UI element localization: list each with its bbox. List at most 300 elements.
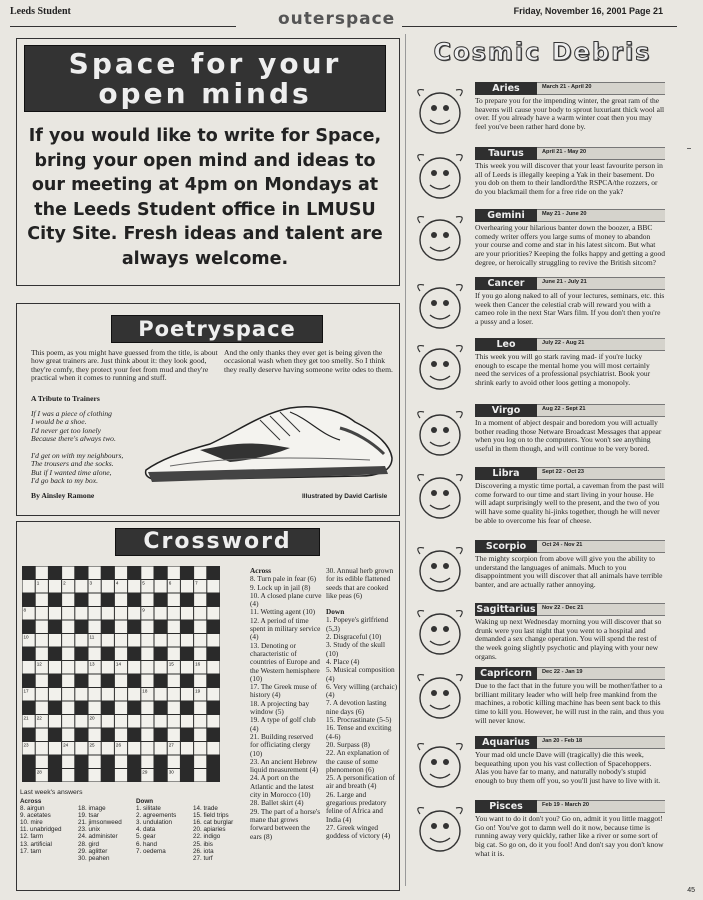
grid-cell[interactable] <box>49 715 61 728</box>
answer-item: 7. oedema <box>136 847 166 855</box>
grid-number: 25 <box>89 742 95 748</box>
poem-title: A Tribute to Trainers <box>31 394 100 403</box>
sign-name: Taurus <box>475 147 537 160</box>
grid-cell[interactable] <box>36 594 48 607</box>
grid-number: 21 <box>23 715 29 721</box>
grid-cell[interactable] <box>89 607 101 620</box>
grid-cell[interactable] <box>128 607 140 620</box>
grid-cell[interactable] <box>62 594 74 607</box>
sign-dates: Oct 24 - Nov 21 <box>542 542 583 548</box>
grid-cell[interactable] <box>168 688 180 701</box>
sign-dates: Nov 22 - Dec 21 <box>542 605 584 611</box>
down-clue: 26. Large and gregarious predatory feline of Africa and India (4) <box>326 789 387 824</box>
poetry-banner: Poetryspace <box>111 315 323 343</box>
answers-title: Last week's answers <box>20 789 83 796</box>
grid-cell[interactable] <box>194 621 206 634</box>
grid-cell[interactable] <box>49 607 61 620</box>
grid-cell[interactable] <box>36 648 48 661</box>
grid-cell[interactable] <box>181 661 193 674</box>
grid-cell[interactable] <box>62 661 74 674</box>
crossword-grid <box>22 566 220 782</box>
grid-cell[interactable] <box>115 688 127 701</box>
answer-item: 20. apiaries <box>193 826 226 834</box>
grid-number: 2 <box>63 580 66 586</box>
grid-cell[interactable] <box>155 715 167 728</box>
grid-number: 16 <box>195 661 201 667</box>
answer-item: 25. ibis <box>193 840 213 848</box>
grid-cell[interactable] <box>155 661 167 674</box>
grid-cell[interactable] <box>36 742 48 755</box>
grid-cell[interactable] <box>194 715 206 728</box>
margin-mark <box>687 148 691 152</box>
sign-text: Waking up next Wednesday morning you will discover that so drunk were you last night that you went to a hospital and demanded a sex change operation. You will spend the rest of the week going slightly psychotic and playing with your new organs. <box>475 617 662 661</box>
down-clue: 22. An explanation of the cause of some phenomenon (6) <box>326 748 390 774</box>
grid-number: 30 <box>168 769 174 775</box>
sign-text: If you go along naked to all of your lectures, seminars, etc. this week then Cancer the celestial crab will reward you with a cameo role in the next Star Wars film. If you don't then you're a pussy and a loser. <box>475 291 665 327</box>
down-clue: 16. Tense and exciting (4-6) <box>326 723 392 741</box>
answers-col-2 <box>78 798 122 862</box>
grid-cell[interactable] <box>155 580 167 593</box>
poetry-intro-2: And the only thanks they ever get is being given the occasional wash when they get too smelly. So I think they really deserve having someone write odes to them. <box>224 348 393 374</box>
grid-cell[interactable] <box>62 648 74 661</box>
grid-cell[interactable] <box>128 661 140 674</box>
grid-cell[interactable] <box>36 729 48 742</box>
grid-cell[interactable] <box>115 729 127 742</box>
header-rule-right <box>402 26 677 27</box>
grid-cell[interactable] <box>62 675 74 688</box>
grid-cell[interactable] <box>128 715 140 728</box>
down-clue: 25. A personification of air and breath (4) <box>326 773 395 791</box>
down-clue: 1. Popeye's girlfriend (5,3) <box>326 615 389 633</box>
answer-item: 21. jimsonweed <box>78 819 122 827</box>
grid-cell[interactable] <box>115 675 127 688</box>
grid-cell[interactable] <box>62 634 74 647</box>
grid-number: 29 <box>142 769 148 775</box>
sign-text: This week you will discover that your least favourite person in all of Leeds is illegally keeping a Yak in their basement. Do you dob on them to their landlord/the RSPCA/the rozzers, or do you blackmail them for a free ride on the yak? <box>475 161 663 197</box>
grid-number: 17 <box>23 688 29 694</box>
grid-cell[interactable] <box>168 634 180 647</box>
answer-item: 15. field trips <box>193 812 229 820</box>
sign-name: Aquarius <box>475 736 537 749</box>
header-rule-left <box>10 26 236 27</box>
sign-text: Discovering a mystic time portal, a caveman from the past will come forward to our time and start living in your house. He will adapt surprisingly well to the present, and the two of you will have some quality hi-jinks together, though he will never be able to overcome his fear of cheese. <box>475 481 664 525</box>
grid-cell[interactable] <box>89 688 101 701</box>
grid-cell[interactable] <box>141 675 153 688</box>
space-body: If you would like to write for Space, bring your open mind and ideas to our meeting at 4pm on Mondays at the Leeds Student office in LMUSU City Site. Fresh ideas and talent are always welcome. <box>27 126 383 269</box>
last-week-answers <box>20 789 240 862</box>
grid-cell[interactable] <box>23 580 35 593</box>
grid-cell[interactable] <box>128 688 140 701</box>
grid-number: 7 <box>195 580 198 586</box>
grid-cell[interactable] <box>102 742 114 755</box>
grid-cell[interactable] <box>207 607 219 620</box>
grid-cell[interactable] <box>89 675 101 688</box>
crossword-banner: Crossword <box>115 528 320 556</box>
answers-down-a <box>136 805 176 855</box>
grid-cell[interactable] <box>36 634 48 647</box>
poem-illustrator: Illustrated by David Carlisle <box>302 493 388 500</box>
grid-cell[interactable] <box>115 567 127 580</box>
poetry-intro: This poem, as you might have guessed from the title, is about how great trainers are. Just think about it: they look good, they're comfy, they protect your feet from mud and they're practical when it comes to running and stuff. <box>31 348 218 383</box>
grid-cell[interactable] <box>115 621 127 634</box>
answer-item: 27. turf <box>193 854 213 862</box>
sign-dates: March 21 - April 20 <box>542 84 592 90</box>
grid-cell[interactable] <box>168 729 180 742</box>
zodiac-cancer-icon <box>410 279 470 337</box>
grid-cell[interactable] <box>62 607 74 620</box>
date-page: Friday, November 16, 2001 Page 21 <box>513 6 663 16</box>
answer-item: 1. silitate <box>136 805 161 813</box>
poem-line: I would be a shoe. <box>31 417 87 427</box>
answer-item: 22. indigo <box>193 833 221 841</box>
poem-line: But if I wanted time alone, <box>31 467 112 477</box>
sign-name: Aries <box>475 82 537 95</box>
answer-item: 23. unix <box>78 826 101 834</box>
grid-cell[interactable] <box>102 715 114 728</box>
grid-cell[interactable] <box>102 661 114 674</box>
answer-item: 9. acetates <box>20 812 51 820</box>
grid-cell[interactable] <box>194 634 206 647</box>
sign-name: Gemini <box>475 209 537 222</box>
grid-cell[interactable] <box>75 634 87 647</box>
grid-cell[interactable] <box>181 580 193 593</box>
grid-cell[interactable] <box>181 607 193 620</box>
grid-cell[interactable] <box>36 756 48 769</box>
grid-cell[interactable] <box>62 688 74 701</box>
answer-item: 4. data <box>136 826 156 834</box>
grid-number: 5 <box>142 580 145 586</box>
grid-cell[interactable] <box>141 648 153 661</box>
grid-cell[interactable] <box>49 688 61 701</box>
column-divider <box>405 34 406 886</box>
grid-number: 19 <box>195 688 201 694</box>
grid-cell[interactable] <box>207 661 219 674</box>
grid-cell[interactable] <box>207 688 219 701</box>
grid-cell[interactable] <box>207 580 219 593</box>
grid-cell[interactable] <box>181 715 193 728</box>
grid-cell[interactable] <box>115 634 127 647</box>
down-clue: 5. Musical composition (4) <box>326 665 395 683</box>
answer-item: 14. trade <box>193 805 218 813</box>
sign-dates: July 22 - Aug 21 <box>542 340 585 346</box>
grid-cell[interactable] <box>155 742 167 755</box>
grid-number: 1 <box>36 580 40 586</box>
answer-item: 24. administer <box>78 833 118 841</box>
grid-cell[interactable] <box>102 688 114 701</box>
grid-cell[interactable] <box>89 567 101 580</box>
clues-column-2 <box>326 567 398 841</box>
grid-cell[interactable] <box>207 742 219 755</box>
grid-number: 24 <box>63 742 69 748</box>
grid-cell[interactable] <box>23 661 35 674</box>
sign-name: Sagittarius <box>476 604 536 615</box>
grid-number: 23 <box>23 742 29 748</box>
answer-item: 2. agreements <box>136 812 177 820</box>
answer-item: 10. mire <box>20 819 43 827</box>
grid-cell[interactable] <box>75 607 87 620</box>
grid-number: 13 <box>89 661 95 667</box>
poem-line: I'd get on with my neighbours, <box>31 451 124 461</box>
grid-cell[interactable] <box>115 715 127 728</box>
grid-number: 10 <box>23 634 29 640</box>
answer-item: 8. airgun <box>20 805 45 813</box>
across-clue: 30. Annual herb grown for its edible flattened seeds that are cooked like peas (6) <box>326 566 394 600</box>
grid-cell[interactable] <box>141 634 153 647</box>
grid-cell[interactable] <box>89 648 101 661</box>
space-title-line2: open minds <box>98 77 312 110</box>
sign-text: This week you will go stark raving mad- if you're lucky enough to escape the mental home you will most certainly need the services of a professional psychiatrist. Book your shrink early to avoid other loos getting a monopoly. <box>475 352 651 388</box>
grid-cell[interactable] <box>36 688 48 701</box>
down-clue: 4. Place (4) <box>326 656 360 666</box>
grid-cell[interactable] <box>115 702 127 715</box>
across-clues <box>250 575 322 841</box>
grid-cell[interactable] <box>194 607 206 620</box>
answer-item: 13. artificial <box>20 840 52 848</box>
across-clue: 19. A type of golf club (4) <box>250 715 316 733</box>
sign-name: Capricorn <box>475 667 537 680</box>
grid-number: 11 <box>89 634 95 640</box>
grid-cell[interactable] <box>168 621 180 634</box>
answers-col-4 <box>193 798 233 862</box>
grid-cell[interactable] <box>141 742 153 755</box>
across-clue: 10. A closed plane curve (4) <box>250 590 322 609</box>
grid-cell[interactable] <box>115 594 127 607</box>
answers-col-1 <box>20 798 62 855</box>
grid-cell[interactable] <box>128 580 140 593</box>
grid-cell[interactable] <box>141 756 153 769</box>
answer-item: 19. tsar <box>78 812 99 820</box>
grid-cell[interactable] <box>89 729 101 742</box>
space-title-line1: Space for your <box>68 47 342 80</box>
grid-cell[interactable] <box>62 769 74 782</box>
sign-name: Virgo <box>475 404 537 417</box>
grid-cell[interactable] <box>168 675 180 688</box>
sign-name: Leo <box>475 338 537 351</box>
grid-number: 15 <box>168 661 174 667</box>
grid-cell[interactable] <box>194 742 206 755</box>
grid-cell[interactable] <box>155 688 167 701</box>
sign-name: Pisces <box>475 800 537 813</box>
zodiac-capricorn-icon <box>410 669 470 727</box>
grid-cell[interactable] <box>75 742 87 755</box>
grid-cell[interactable] <box>115 648 127 661</box>
grid-number: 9 <box>142 607 145 613</box>
grid-cell[interactable] <box>141 661 153 674</box>
sign-dates: Aug 22 - Sept 21 <box>542 406 586 412</box>
grid-cell[interactable] <box>49 580 61 593</box>
grid-number: 6 <box>168 580 172 586</box>
grid-cell[interactable] <box>168 594 180 607</box>
grid-cell[interactable] <box>75 580 87 593</box>
grid-number: 28 <box>36 769 42 775</box>
grid-number: 14 <box>115 661 122 667</box>
zodiac-taurus-icon <box>410 149 470 207</box>
grid-cell[interactable] <box>62 567 74 580</box>
answers-down-heading: Down <box>136 798 154 805</box>
grid-cell[interactable] <box>62 702 74 715</box>
grid-cell[interactable] <box>36 567 48 580</box>
poem-line: If I was a piece of clothing <box>31 409 112 418</box>
grid-cell[interactable] <box>194 729 206 742</box>
grid-cell[interactable] <box>62 715 74 728</box>
grid-cell[interactable] <box>207 634 219 647</box>
across-clue: 17. The Greek muse of history (4) <box>250 682 317 700</box>
answer-item: 6. hand <box>136 840 158 848</box>
grid-cell[interactable] <box>62 729 74 742</box>
paper-name: Leeds Student <box>10 6 71 17</box>
zodiac-virgo-icon <box>410 406 470 464</box>
answers-col-3 <box>136 798 176 855</box>
zodiac-scorpio-icon <box>410 542 470 600</box>
sign-dates: June 21 - July 21 <box>542 279 587 285</box>
down-clues <box>326 616 398 840</box>
poem-line: Because there's always two. <box>31 434 116 444</box>
grid-cell[interactable] <box>128 742 140 755</box>
grid-cell[interactable] <box>194 675 206 688</box>
poem-byline: By Ainsley Ramone <box>31 491 95 500</box>
grid-number: 4 <box>115 580 119 586</box>
poem-line: I'd go back to my box. <box>31 476 98 486</box>
grid-cell[interactable] <box>141 702 153 715</box>
down-clue: 2. Disgraceful (10) <box>326 632 382 642</box>
sign-dates: Feb 19 - March 20 <box>542 802 589 808</box>
grid-cell[interactable] <box>102 580 114 593</box>
grid-cell[interactable] <box>141 715 153 728</box>
grid-cell[interactable] <box>36 621 48 634</box>
grid-cell[interactable] <box>75 661 87 674</box>
answer-item: 28. gird <box>78 840 100 848</box>
sign-text: You want to do it don't you? Go on, admit it you little maggot! Go on! You've got to damn well do it now, because time is running away very quickly, rather like a river or some sort of big cat. So go on, do it you fool! And don't say you don't know what it is. <box>475 814 664 858</box>
grid-cell[interactable] <box>62 621 74 634</box>
grid-cell[interactable] <box>49 742 61 755</box>
grid-cell[interactable] <box>194 567 206 580</box>
grid-cell[interactable] <box>89 621 101 634</box>
answer-item: 18. image <box>78 805 106 813</box>
grid-number: 22 <box>36 715 42 721</box>
grid-number: 26 <box>115 742 122 748</box>
grid-cell[interactable] <box>49 634 61 647</box>
grid-cell[interactable] <box>75 715 87 728</box>
grid-cell[interactable] <box>36 702 48 715</box>
across-clues-continued <box>326 567 398 600</box>
grid-cell[interactable] <box>102 607 114 620</box>
zodiac-pisces-icon <box>410 802 470 860</box>
space-banner <box>24 45 386 112</box>
grid-cell[interactable] <box>89 702 101 715</box>
grid-cell[interactable] <box>194 594 206 607</box>
grid-cell[interactable] <box>115 607 127 620</box>
answer-item: 5. gear <box>136 833 156 841</box>
sign-text: Due to the fact that in the future you will be mother/father to a brilliant military leader who will help free mankind from the machines, a robotic killing machine has been sent back to this time to kill you. However, he will rust in the rain, and thus you will never know. <box>475 681 664 725</box>
sign-name: Scorpio <box>475 540 537 553</box>
across-clue: 28. Ballet skirt (4) <box>250 798 304 808</box>
across-clue: 8. Turn pale in fear (6) <box>250 574 317 584</box>
cosmic-debris-title: Cosmic Debris <box>433 38 652 66</box>
zodiac-leo-icon <box>410 340 470 398</box>
poem-lines <box>31 410 141 486</box>
grid-cell[interactable] <box>168 756 180 769</box>
across-heading: Across <box>250 566 271 575</box>
grid-cell[interactable] <box>168 715 180 728</box>
answer-item: 12. farm <box>20 833 44 841</box>
grid-cell[interactable] <box>155 607 167 620</box>
section-name: outerspace <box>278 9 396 29</box>
down-heading: Down <box>326 607 345 617</box>
answer-item: 3. undulation <box>136 819 173 827</box>
across-clue: 18. A projecting bay window (5) <box>250 698 310 717</box>
grid-cell[interactable] <box>155 634 167 647</box>
answers-across-heading: Across <box>20 798 42 805</box>
grid-cell[interactable] <box>62 756 74 769</box>
grid-cell[interactable] <box>168 648 180 661</box>
grid-cell[interactable] <box>115 769 127 782</box>
grid-cell[interactable] <box>181 634 193 647</box>
grid-cell[interactable] <box>194 769 206 782</box>
grid-cell[interactable] <box>89 769 101 782</box>
poem-line: I'd never get too lonely <box>31 425 101 435</box>
grid-cell[interactable] <box>194 702 206 715</box>
grid-cell[interactable] <box>36 607 48 620</box>
grid-cell[interactable] <box>141 567 153 580</box>
grid-cell[interactable] <box>141 621 153 634</box>
page-number: 45 <box>687 887 695 894</box>
grid-cell[interactable] <box>89 594 101 607</box>
grid-cell[interactable] <box>128 634 140 647</box>
page-header <box>0 0 703 32</box>
answer-item: 29. aglitter <box>78 847 108 855</box>
sign-dates: April 21 - May 20 <box>542 149 587 155</box>
sign-dates: Sept 22 - Oct 23 <box>542 469 584 475</box>
grid-cell[interactable] <box>89 756 101 769</box>
grid-cell[interactable] <box>168 702 180 715</box>
grid-number: 3 <box>89 580 93 586</box>
across-clue: 23. An ancient Hebrew liquid measurement (4) <box>250 756 319 775</box>
sign-text: To prepare you for the impending winter, the great ram of the heavens will cause your body to sprout luxuriant thick wool all over. If you already have a warm winter coat then you may feel you've been rather hard done by. <box>475 96 665 132</box>
zodiac-sagittarius-icon <box>410 605 470 663</box>
grid-cell[interactable] <box>49 661 61 674</box>
grid-cell[interactable] <box>181 742 193 755</box>
across-clue: 24. A port on the Atlantic and the latest city in Morocco (10) <box>250 773 314 800</box>
zodiac-gemini-icon <box>410 211 470 269</box>
down-clue: 15. Procrastinate (5-5) <box>326 715 392 725</box>
grid-cell[interactable] <box>141 594 153 607</box>
across-clue: 13. Denoting or characteristic of countries of Europe and the Western hemisphere (10) <box>250 640 320 683</box>
answer-item: 30. peahen <box>78 854 110 862</box>
sign-dates: Dec 22 - Jan 19 <box>542 669 583 675</box>
answer-item: 26. iota <box>193 847 214 855</box>
grid-cell[interactable] <box>75 688 87 701</box>
grid-cell[interactable] <box>102 634 114 647</box>
grid-cell[interactable] <box>168 607 180 620</box>
grid-cell[interactable] <box>181 688 193 701</box>
sign-text: Overhearing your hilarious banter down the boozer, a BBC comedy writer offers you large sums of money to abandon your course and come and star in his latest sitcom. But what are your priorities? Keeping the folks happy and getting a good degree, or heroically struggling to revive the British sitcom? <box>475 223 665 267</box>
sign-text: Your mad old uncle Dave will (tragically) die this week, bequeathing upon you his vast collection of Spacehoppers. Alas you have far to many, and naturally nobody's stupid enough to buy them off you, so you'll just have to live with it. <box>475 750 661 786</box>
grid-cell[interactable] <box>115 756 127 769</box>
zodiac-libra-icon <box>410 469 470 527</box>
grid-cell[interactable] <box>207 715 219 728</box>
clues-column-1 <box>250 567 322 841</box>
grid-cell[interactable] <box>141 729 153 742</box>
across-clue: 12. A period of time spent in military service (4) <box>250 615 321 642</box>
zodiac-aquarius-icon <box>410 738 470 796</box>
grid-cell[interactable] <box>36 675 48 688</box>
answer-item: 16. cat burglar <box>193 819 234 827</box>
grid-cell[interactable] <box>194 756 206 769</box>
down-clue: 7. A devotion lasting nine days (6) <box>326 698 387 716</box>
grid-number: 20 <box>89 715 95 721</box>
grid-cell[interactable] <box>194 648 206 661</box>
grid-cell[interactable] <box>168 567 180 580</box>
